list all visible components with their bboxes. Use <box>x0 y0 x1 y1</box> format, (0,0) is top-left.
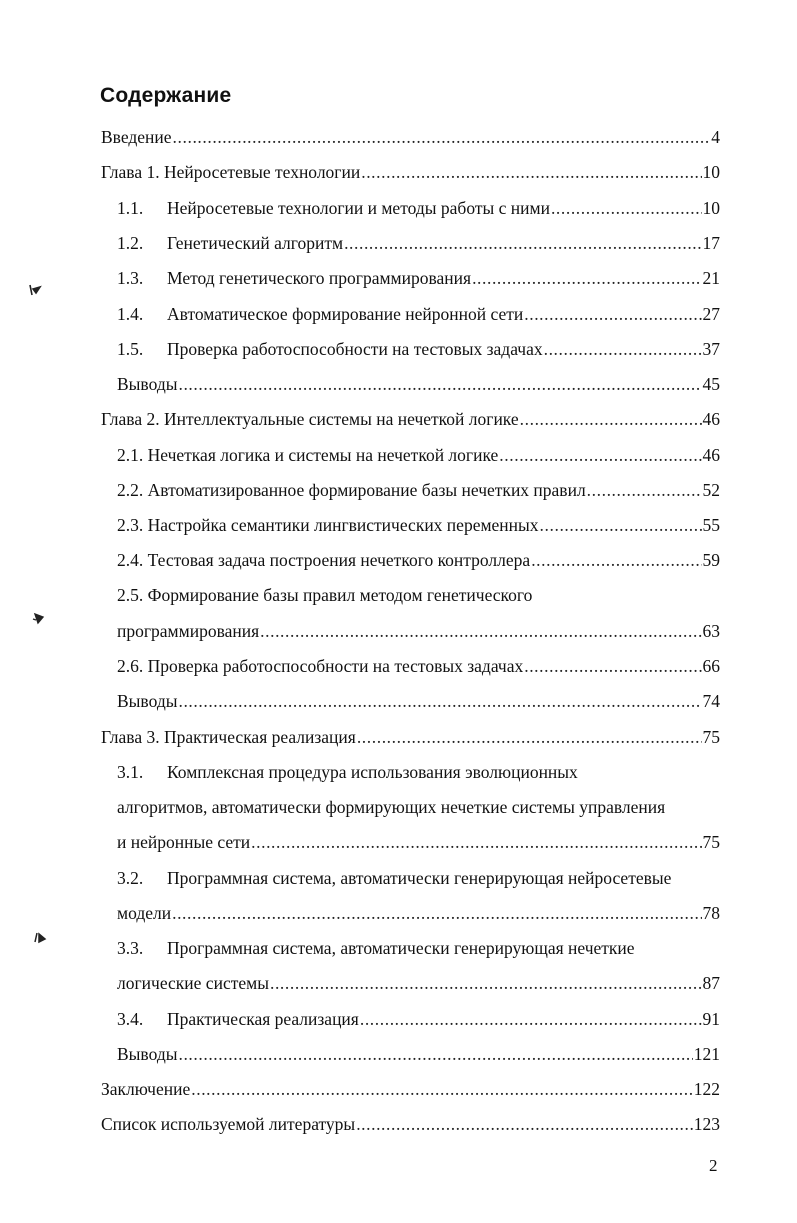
toc-entry-title: Программная система, автоматически генерирующая нечеткие <box>167 938 635 958</box>
toc-entry-chapter-2-conclusions[interactable] <box>117 688 720 714</box>
dot-leader <box>551 195 702 221</box>
toc-entry-conclusion[interactable] <box>101 1076 720 1102</box>
toc-entry-page: 123 <box>693 1114 720 1134</box>
toc-entry-title: Выводы <box>117 691 178 711</box>
dot-leader <box>172 900 701 926</box>
toc-entry-introduction[interactable] <box>101 124 720 150</box>
toc-entry-section-2-6[interactable] <box>117 653 720 679</box>
toc-entry-section-3-3-line-1[interactable] <box>117 935 720 961</box>
toc-entry-chapter-3[interactable] <box>101 724 720 750</box>
dot-leader <box>178 371 701 397</box>
toc-entry-number: 3.3. <box>117 938 144 958</box>
toc-entry-title: Метод генетического программирования <box>167 268 472 288</box>
dot-leader <box>178 1041 692 1067</box>
toc-entry-page: 121 <box>693 1044 720 1064</box>
toc-entry-page: 10 <box>702 198 720 218</box>
toc-entry-title: Глава 3. Практическая реализация <box>101 727 356 747</box>
toc-entry-section-2-4[interactable] <box>117 547 720 573</box>
toc-entry-title: Проверка работоспособности на тестовых задачах <box>167 339 543 359</box>
toc-entry-page: 66 <box>702 656 720 676</box>
dot-leader <box>587 477 702 503</box>
toc-entry-page: 4 <box>711 127 720 147</box>
toc-entry-title: Программная система, автоматически генерирующая нейросетевые <box>167 868 672 888</box>
toc-entry-section-2-5-line-2[interactable] <box>117 618 720 644</box>
toc-entry-page: 78 <box>702 903 720 923</box>
dot-leader <box>360 1006 702 1032</box>
dot-leader <box>472 265 701 291</box>
toc-entry-number: 1.5. <box>117 339 144 359</box>
toc-entry-title: Нейросетевые технологии и методы работы с ними <box>167 198 550 218</box>
toc-entry-title: 2.1. Нечеткая логика и системы на нечеткой логике <box>117 445 499 465</box>
toc-entry-title: Комплексная процедура использования эволюционных <box>167 762 578 782</box>
toc-entry-chapter-1-conclusions[interactable] <box>117 371 720 397</box>
toc-entry-title: Глава 2. Интеллектуальные системы на нечеткой логике <box>101 409 519 429</box>
toc-entry-title: 2.5. Формирование базы правил методом генетического <box>117 585 533 605</box>
dot-leader <box>531 547 701 573</box>
toc-entry-section-2-5-line-1[interactable] <box>117 582 720 608</box>
toc-entry-section-3-1-line-1[interactable] <box>117 759 720 785</box>
dot-leader <box>361 159 701 185</box>
toc-entry-page: 45 <box>702 374 720 394</box>
toc-entry-page: 122 <box>693 1079 720 1099</box>
dot-leader <box>544 336 702 362</box>
toc-entry-title: Заключение <box>101 1079 191 1099</box>
toc-entry-title: Глава 1. Нейросетевые технологии <box>101 162 361 182</box>
dot-leader <box>270 970 702 996</box>
scan-artifact-mark <box>33 930 47 944</box>
toc-entry-title: Автоматическое формирование нейронной сети <box>167 304 524 324</box>
scan-artifact-mark <box>28 283 42 297</box>
toc-entry-title: Выводы <box>117 1044 178 1064</box>
toc-entry-section-1-2[interactable] <box>117 230 720 256</box>
toc-entry-chapter-1[interactable] <box>101 159 720 185</box>
toc-entry-title-continued: логические системы <box>117 973 269 993</box>
dot-leader <box>251 829 701 855</box>
toc-entry-section-1-5[interactable] <box>117 336 720 362</box>
toc-entry-title: Генетический алгоритм <box>167 233 344 253</box>
toc-entry-chapter-2[interactable] <box>101 406 720 432</box>
toc-entry-title: Практическая реализация <box>167 1009 359 1029</box>
toc-entry-page: 63 <box>702 621 720 641</box>
toc-entry-section-1-1[interactable] <box>117 195 720 221</box>
toc-entry-page: 17 <box>702 233 720 253</box>
dot-leader <box>524 301 701 327</box>
dot-leader <box>540 512 702 538</box>
toc-entry-title: Выводы <box>117 374 178 394</box>
toc-entry-page: 55 <box>702 515 720 535</box>
toc-entry-title-continued: программирования <box>117 621 260 641</box>
toc-entry-page: 91 <box>702 1009 720 1029</box>
toc-entry-section-3-1-line-2[interactable] <box>117 794 720 820</box>
toc-entry-title: Введение <box>101 127 172 147</box>
toc-entry-references[interactable] <box>101 1111 720 1137</box>
toc-entry-title: Список используемой литературы <box>101 1114 356 1134</box>
toc-entry-section-3-1-line-3[interactable] <box>117 829 720 855</box>
toc-entry-number: 1.2. <box>117 233 144 253</box>
dot-leader <box>520 406 702 432</box>
dot-leader <box>357 724 702 750</box>
toc-entry-title: 2.3. Настройка семантики лингвистических переменных <box>117 515 539 535</box>
dot-leader <box>178 688 701 714</box>
toc-entry-number: 3.2. <box>117 868 144 888</box>
toc-entry-chapter-3-conclusions[interactable] <box>117 1041 720 1067</box>
toc-entry-page: 27 <box>702 304 720 324</box>
toc-entry-page: 87 <box>702 973 720 993</box>
toc-entry-title: 2.2. Автоматизированное формирование базы нечетких правил <box>117 480 586 500</box>
dot-leader <box>260 618 701 644</box>
toc-entry-section-2-1[interactable] <box>117 442 720 468</box>
dot-leader <box>499 442 701 468</box>
toc-entry-number: 1.4. <box>117 304 144 324</box>
toc-entry-title-continued: модели <box>117 903 172 923</box>
toc-entry-section-2-2[interactable] <box>117 477 720 503</box>
toc-entry-number: 1.3. <box>117 268 144 288</box>
dot-leader <box>356 1111 693 1137</box>
toc-entry-page: 46 <box>702 445 720 465</box>
toc-entry-section-1-3[interactable] <box>117 265 720 291</box>
toc-heading: Содержание <box>100 84 232 107</box>
toc-entry-page: 52 <box>702 480 720 500</box>
dot-leader <box>524 653 701 679</box>
dot-leader <box>173 124 711 150</box>
page-number: 2 <box>709 1156 718 1175</box>
toc-entry-page: 75 <box>702 727 720 747</box>
toc-entry-page: 10 <box>702 162 720 182</box>
toc-entry-number: 3.4. <box>117 1009 144 1029</box>
toc-entry-page: 59 <box>702 550 720 570</box>
toc-entry-page: 37 <box>702 339 720 359</box>
dot-leader <box>191 1076 693 1102</box>
toc-entry-title-continued: алгоритмов, автоматически формирующих нечеткие системы управления <box>117 797 666 817</box>
toc-entry-section-2-3[interactable] <box>117 512 720 538</box>
toc-entry-number: 3.1. <box>117 762 144 782</box>
scan-artifact-mark <box>32 611 46 625</box>
toc-entry-page: 21 <box>702 268 720 288</box>
toc-entry-title: 2.4. Тестовая задача построения нечеткого контроллера <box>117 550 531 570</box>
toc-entry-page: 46 <box>702 409 720 429</box>
toc-entry-section-3-3-line-2[interactable] <box>117 970 720 996</box>
toc-entry-section-3-2-line-2[interactable] <box>117 900 720 926</box>
toc-entry-section-1-4[interactable] <box>117 301 720 327</box>
dot-leader <box>344 230 701 256</box>
toc-entry-page: 74 <box>702 691 720 711</box>
toc-entry-section-3-4[interactable] <box>117 1006 720 1032</box>
toc-entry-section-3-2-line-1[interactable] <box>117 865 720 891</box>
toc-entry-number: 1.1. <box>117 198 144 218</box>
toc-entry-title: 2.6. Проверка работоспособности на тестовых задачах <box>117 656 524 676</box>
toc-entry-title-continued: и нейронные сети <box>117 832 251 852</box>
toc-entry-page: 75 <box>702 832 720 852</box>
